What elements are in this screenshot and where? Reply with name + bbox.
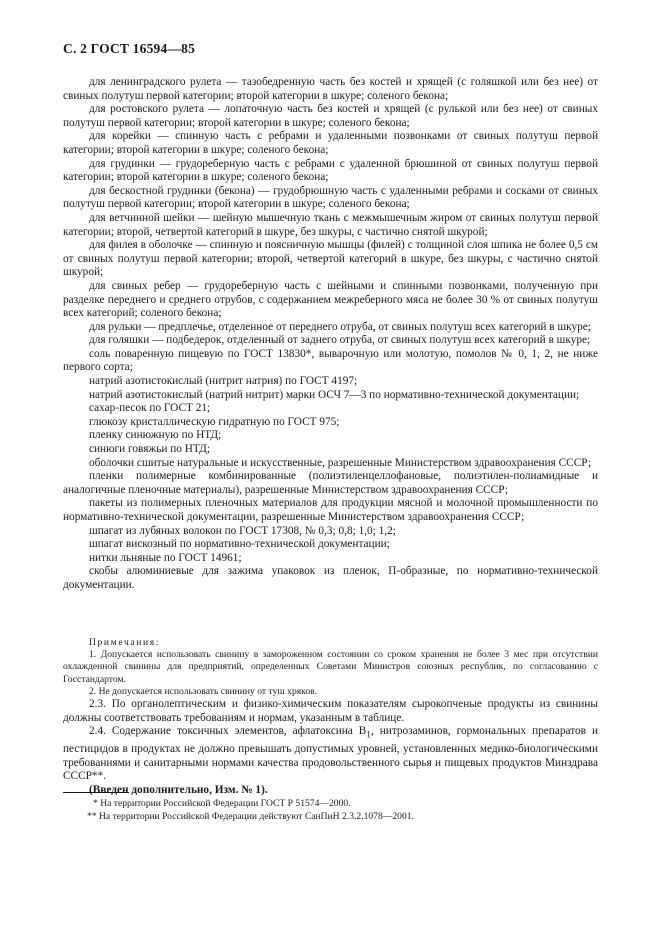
paragraph: шпагат вискозный по нормативно-технической документации;: [89, 538, 390, 551]
clause-2-4-text-a: 2.4. Содержание токсичных элементов, афлатоксина B: [89, 725, 367, 738]
paragraph: для корейки — спинную часть с ребрами и удаленными позвонками от свиных полутуш первой категории; второй категории в шкуре; соленого бекона;: [63, 130, 598, 156]
paragraph: для рульки — предплечье, отделенное от переднего отруба, от свиных полутуш всех категорий в шкуре;: [89, 320, 591, 333]
paragraph: натрий азотистокислый (нитрит натрия) по ГОСТ 4197;: [89, 375, 358, 388]
paragraph: для бескостной грудинки (бекона) — грудобрюшную часть с удаленными ребрами и сосками от свиных полутуш первой категории; второй категории в шкуре; соленого бекона;: [63, 184, 598, 211]
amendment-note: (Введен дополнительно, Изм. № 1).: [89, 783, 268, 796]
paragraph: скобы алюминиевые для зажима упаковок из пленок, П-образные, по нормативно-технической документации.: [63, 565, 598, 591]
section-2-3-2-4: [63, 698, 598, 797]
paragraph: глюкозу кристаллическую гидратную по ГОСТ 975;: [89, 415, 340, 428]
paragraph: для голяшки — подбедерок, отделенный от заднего отруба, от свиных полутуш всех категорий в шкуре;: [89, 334, 591, 347]
paragraph: для ростовского рулета — лопаточную часть без костей и хрящей (с рулькой или без нее) от свиных полутуш первой категории; второй категории в шкуре; соленого бекона;: [63, 103, 598, 129]
footnote-2: ** На территории Российской Федерации действуют СанПиН 2.3.2.1078—2001.: [87, 811, 414, 823]
clause-2-4: [63, 725, 598, 784]
notes-block: [63, 637, 598, 698]
paragraph: сахар-песок по ГОСТ 21;: [89, 402, 211, 415]
paragraph: синюги говяжьи по НТД;: [89, 443, 210, 456]
paragraph: натрий азотистокислый (натрий нитрит) марки ОСЧ 7—3 по нормативно-технической документации;: [89, 388, 580, 401]
clause-2-4-subscript: 1: [366, 730, 371, 741]
note-item: 1. Допускается использовать свинину в замороженном состоянии со сроком хранения не более 3 мес при отсутствии охлажденной свинины для предприятий, определенных Советами Министров союзных республик, по согласованию с Госстандартом.: [63, 649, 598, 685]
notes-title: Примечания:: [89, 637, 160, 648]
paragraph: пакеты из полимерных пленочных материалов для продукции мясной и молочной промышленности по нормативно-технической документации, разрешенные Министерством здравоохранения СССР;: [63, 497, 598, 523]
paragraph: пленку синюжную по НТД;: [89, 429, 222, 442]
paragraph: для ленинградского рулета — тазобедренную часть без костей и хрящей (с голяшкой или без нее) от свиных полутуш первой категории; второй категории в шкуре; соленого бекона;: [63, 76, 598, 102]
paragraph: оболочки сшитые натуральные и искусственные, разрешенные Министерством здравоохранения СССР;: [89, 456, 592, 469]
note-item: 2. Не допускается использовать свинину от туш хряков.: [89, 685, 318, 697]
clause-2-4-text-b: , нитрозаминов, гормональных препаратов и пестицидов в продуктах не должно превышать допустимых уровней, установленных медико-биологическими требованиями и санитарными нормами качества продовольственного сырья и пищевых продуктов Минздрава СССР**.: [63, 725, 598, 783]
footnotes: [63, 797, 598, 824]
clause-2-3: 2.3. По органолептическим и физико-химическим показателям сырокопченые продукты из свинины должны соответствовать требованиям и нормам, указанным в таблице.: [63, 698, 598, 724]
footnote-divider: [63, 792, 129, 793]
paragraph: для ветчинной шейки — шейную мышечную ткань с межмышечным жиром от свиных полутуш первой категории; второй, четвертой категорий в шкуре, без шкуры, с частично снятой шкурой;: [63, 211, 598, 238]
paragraph: нитки льняные по ГОСТ 14961;: [89, 551, 242, 564]
paragraph: для филея в оболочке — спинную и поясничную мышцы (филей) с толщиной слоя шпика не более 0,5 см от свиных полутуш первой категории; второй, четвертой категорий в шкуре, без шкуры, с частично снятой шкурой;: [63, 239, 598, 279]
footnote-1: * На территории Российской Федерации ГОСТ Р 51574—2000.: [93, 798, 351, 809]
paragraph: для свиных ребер — грудореберную часть с шейными и спинными позвонками, полученную при разделке переднего и среднего отрубов, с содержанием межреберного мяса не более 30 % от свиных полутуш всех категорий; соленого бекона;: [63, 279, 598, 320]
paragraph: шпагат из лубяных волокон по ГОСТ 17308, № 0,3; 0,8; 1,0; 1,2;: [89, 524, 396, 537]
paragraph: для грудинки — грудореберную часть с ребрами с удаленной брюшиной от свиных полутуш первой категории; второй категории в шкуре; соленого бекона;: [63, 157, 598, 184]
paragraph: пленки полимерные комбинированные (полиэтиленцеллофановые, полиэтилен-полиамидные и аналогичные пленочные материалы), разрешенные Министерством здравоохранения СССР;: [63, 470, 598, 496]
page-header: С. 2 ГОСТ 16594—85: [63, 41, 196, 56]
requirements-list: [63, 76, 598, 593]
paragraph: соль поваренную пищевую по ГОСТ 13830*, выварочную или молотую, помолов № 0, 1, 2, не ниже первого сорта;: [63, 347, 598, 374]
